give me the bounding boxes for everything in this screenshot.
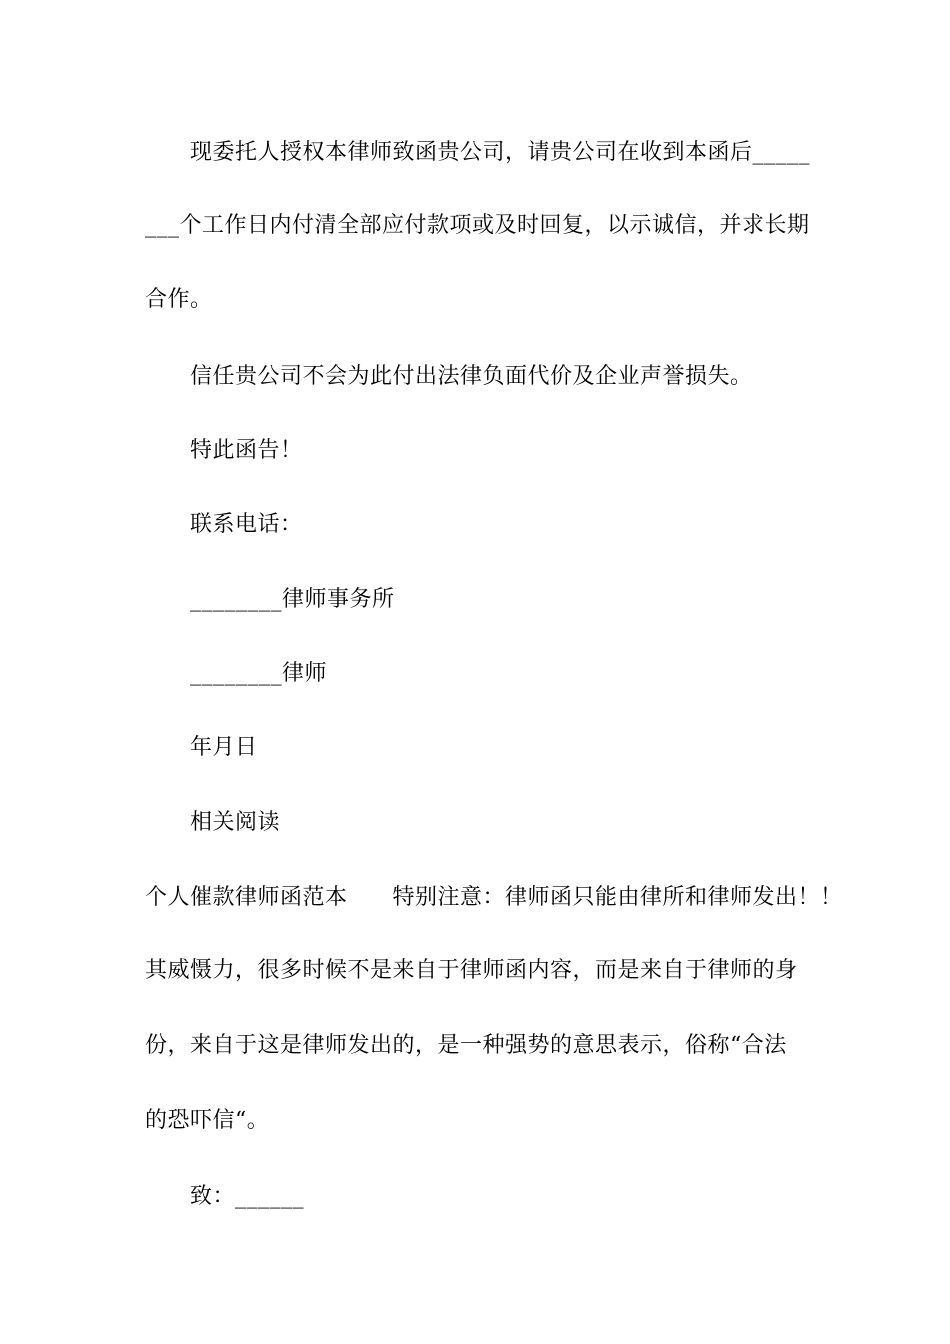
closing-notice: 特此函告！	[190, 438, 303, 463]
contact-phone-label: 联系电话：	[190, 512, 303, 537]
addressee-line: 致：______	[190, 1184, 305, 1209]
lawyer-signature: ________律师	[190, 661, 328, 686]
paragraph-request-line-1: 现委托人授权本律师致函贵公司，请贵公司在收到本函后_____	[190, 140, 811, 165]
paragraph-note-line-2: 其威慑力，很多时候不是来自于律师函内容，而是来自于律师的身	[145, 958, 798, 983]
law-firm-signature: ________律师事务所	[190, 587, 395, 612]
paragraph-request-line-3: 合作。	[145, 287, 213, 312]
date-line: 年月日	[190, 735, 258, 760]
paragraph-trust: 信任贵公司不会为此付出法律负面代价及企业声誉损失。	[190, 364, 753, 389]
paragraph-note-line-1: 个人催款律师函范本 特别注意：律师函只能由律所和律师发出！！	[145, 885, 843, 910]
paragraph-note-line-4: 的恐吓信“。	[145, 1108, 270, 1133]
paragraph-request-line-2: ___个工作日内付清全部应付款项或及时回复，以示诚信，并求长期	[145, 213, 810, 238]
paragraph-note-line-3: 份，来自于这是律师发出的，是一种强势的意思表示，俗称“合法	[145, 1033, 787, 1058]
related-reading-heading: 相关阅读	[190, 810, 281, 835]
